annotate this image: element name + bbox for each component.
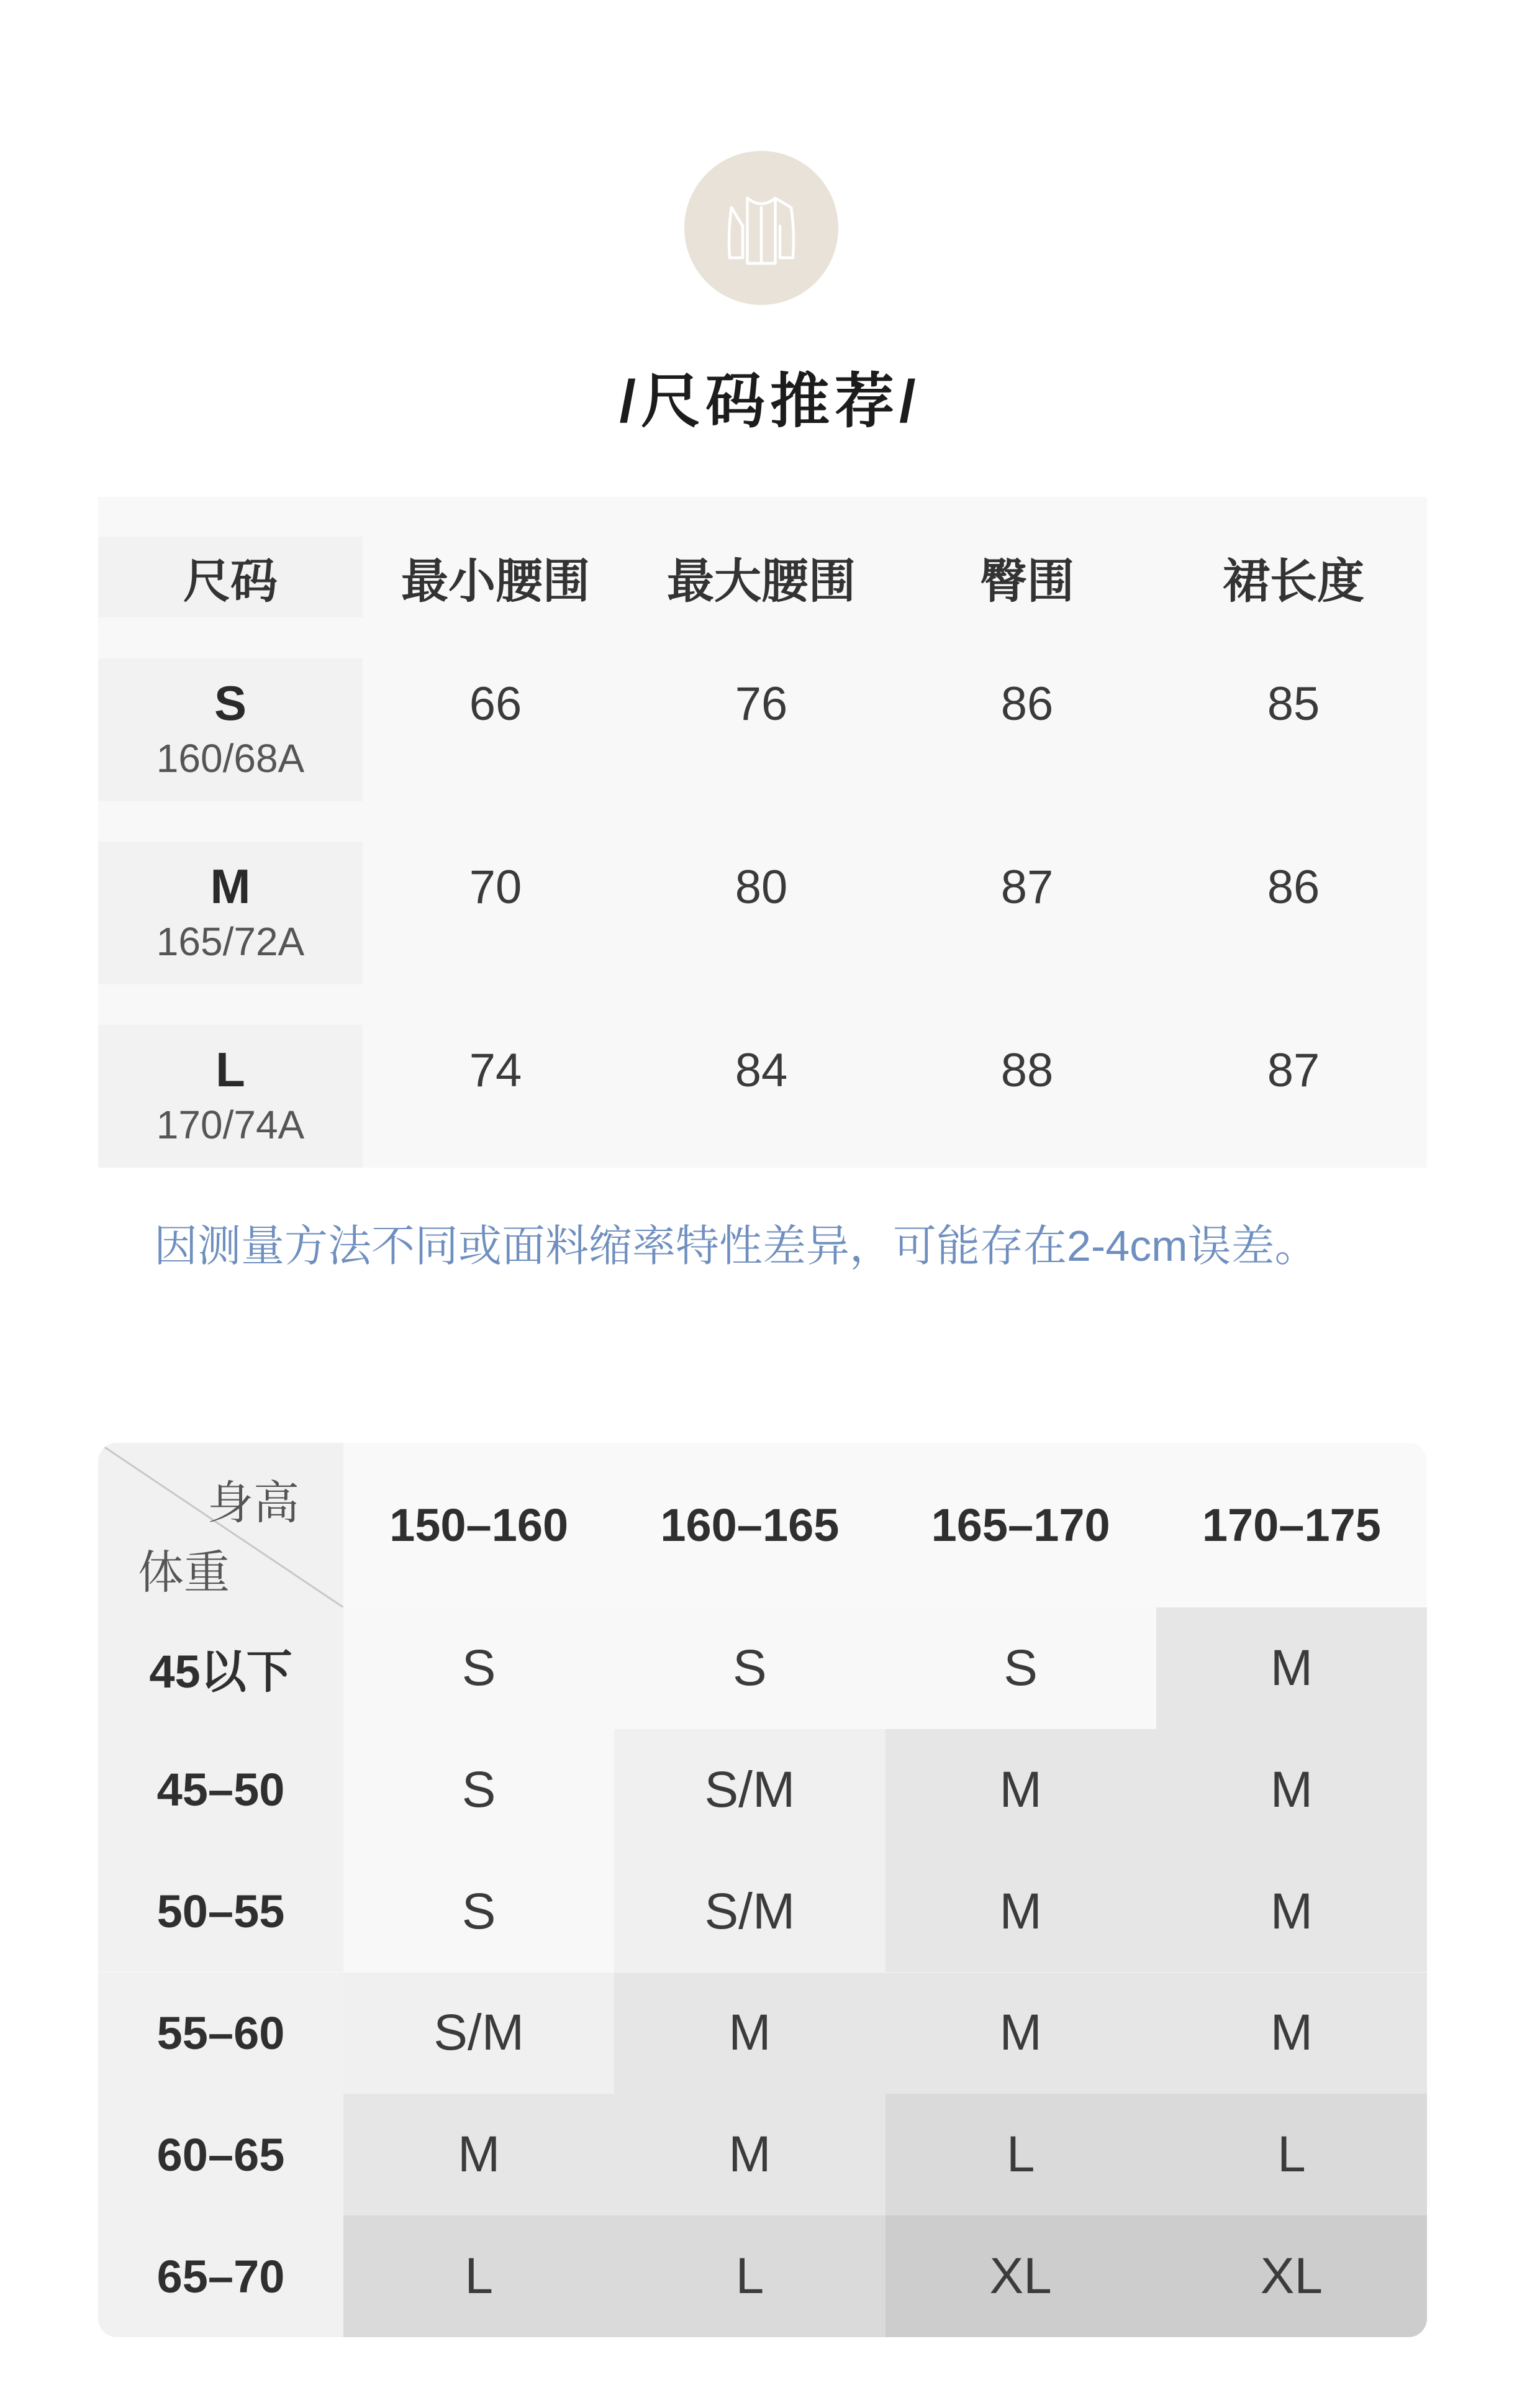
recommended-size-cell: L	[614, 2215, 885, 2337]
recommended-size-cell: M	[614, 2094, 885, 2215]
recommended-size-cell: S	[886, 1607, 1156, 1729]
recommended-size-cell: M	[343, 2094, 614, 2215]
recommended-size-cell: S	[343, 1851, 614, 1973]
recommended-size-cell: S	[343, 1729, 614, 1851]
skirt-length-value: 85	[1267, 678, 1320, 730]
height-range-header: 160–165	[614, 1443, 885, 1607]
weight-range-label: 45–50	[98, 1729, 343, 1851]
skirt-length-value: 87	[1267, 1044, 1320, 1097]
recommended-size-cell: XL	[1156, 2215, 1427, 2337]
min-waist-value: 66	[469, 678, 522, 730]
recommended-size-cell: M	[1156, 1851, 1427, 1973]
min-waist-value: 74	[469, 1044, 522, 1097]
size-label: S	[214, 676, 247, 731]
header-size: 尺码	[98, 537, 363, 617]
recommended-size-cell: M	[1156, 1973, 1427, 2094]
jacket-icon-badge	[684, 151, 838, 305]
weight-range-label: 55–60	[98, 1973, 343, 2094]
size-spec: 170/74A	[156, 1102, 305, 1147]
size-recommendation-grid	[98, 1443, 1427, 2337]
header-min-waist: 最小腰围	[401, 555, 590, 608]
recommended-size-cell: L	[886, 2094, 1156, 2215]
header-skirt-length: 裙长度	[1223, 555, 1364, 608]
weight-range-label: 45以下	[98, 1607, 343, 1729]
recommended-size-cell: M	[886, 1851, 1156, 1973]
recommended-size-cell: L	[343, 2215, 614, 2337]
measurement-note: 因测量方法不同或面料缩率特性差异，可能存在2-4cm误差。	[154, 1222, 1318, 1270]
size-spec: 160/68A	[156, 735, 305, 781]
size-cell	[98, 1025, 363, 1168]
recommended-size-cell: S/M	[343, 1973, 614, 2094]
recommended-size-cell: M	[886, 1729, 1156, 1851]
weight-range-label: 60–65	[98, 2094, 343, 2215]
recommended-size-cell: M	[886, 1973, 1156, 2094]
size-spec: 165/72A	[156, 919, 305, 964]
header-max-waist: 最大腰围	[667, 555, 856, 608]
skirt-length-value: 86	[1267, 861, 1320, 914]
recommended-size-cell: M	[614, 1973, 885, 2094]
recommended-size-cell: L	[1156, 2094, 1427, 2215]
max-waist-value: 84	[735, 1044, 788, 1097]
recommended-size-cell: M	[1156, 1729, 1427, 1851]
hip-value: 86	[1000, 678, 1054, 730]
recommended-size-cell: M	[1156, 1607, 1427, 1729]
height-range-header: 150–160	[343, 1443, 614, 1607]
size-label: L	[215, 1042, 245, 1097]
recommended-size-cell: S/M	[614, 1729, 885, 1851]
height-range-header: 170–175	[1156, 1443, 1427, 1607]
corner-height-label: 身高	[207, 1477, 299, 1529]
height-range-header: 165–170	[886, 1443, 1156, 1607]
size-table	[98, 497, 1427, 1168]
min-waist-value: 70	[469, 861, 522, 914]
page-title: /尺码推荐/	[619, 368, 921, 435]
recommended-size-cell: S/M	[614, 1851, 885, 1973]
header-hip: 臀围	[980, 555, 1074, 608]
size-cell	[98, 658, 363, 801]
recommended-size-cell: S	[343, 1607, 614, 1729]
recommended-size-cell: S	[614, 1607, 885, 1729]
hip-value: 88	[1000, 1044, 1054, 1097]
max-waist-value: 76	[735, 678, 788, 730]
max-waist-value: 80	[735, 861, 788, 914]
size-row-l	[98, 1025, 1427, 1168]
grid-corner-header	[98, 1443, 343, 1607]
jacket-icon	[715, 181, 808, 275]
size-table-header	[98, 537, 1427, 617]
corner-weight-label: 体重	[138, 1547, 230, 1598]
recommended-size-cell: XL	[886, 2215, 1156, 2337]
size-label: M	[210, 859, 251, 914]
size-cell	[98, 842, 363, 984]
weight-range-label: 50–55	[98, 1851, 343, 1973]
size-row-m	[98, 842, 1427, 984]
weight-range-label: 65–70	[98, 2215, 343, 2337]
size-row-s	[98, 658, 1427, 801]
hip-value: 87	[1000, 861, 1054, 914]
